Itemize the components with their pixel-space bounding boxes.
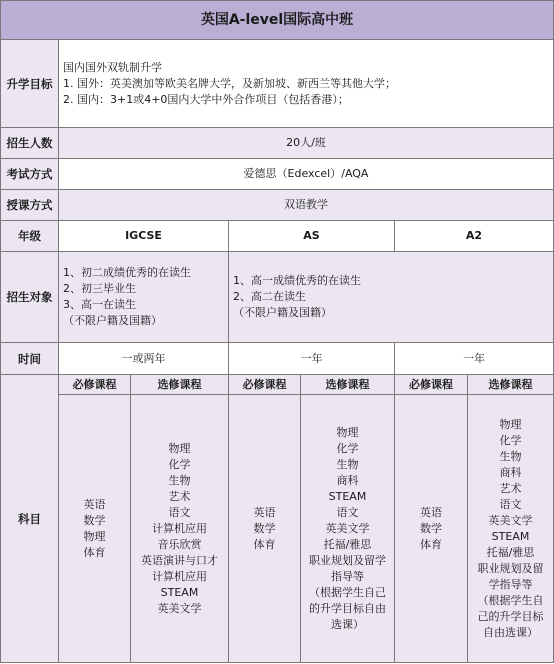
list-item: 音乐欣赏 [157,537,202,551]
time-a2: 一年 [395,343,554,375]
as-required-list [229,395,301,663]
goal-line: 国内国外双轨制升学 [63,60,162,74]
list-item: 生物 [336,457,359,471]
list-item: 己的升学目标 [477,609,544,623]
grade-a2: A2 [395,221,554,252]
list-item: 物理 [168,441,191,455]
list-item: 英语 [83,497,106,511]
igcse-required-list [59,395,131,663]
target-line: 1、高一成绩优秀的在读生 [233,274,361,287]
list-item: STEAM [491,529,530,543]
list-item: 数学 [83,513,106,527]
list-item: 体育 [420,537,442,551]
subjects-label: 科目 [1,375,59,663]
list-item: 化学 [168,457,191,471]
list-item: 生物 [499,449,522,463]
igcse-elective-list [131,395,229,663]
igcse-elective-header: 选修课程 [131,375,229,395]
as-elective-header: 选修课程 [301,375,395,395]
page-title: 英国A-level国际高中班 [1,1,554,40]
list-item: 英美文学 [325,521,370,535]
a2-elective-list [468,395,554,663]
goal-content [59,40,554,128]
target-line: 2、初三毕业生 [63,282,136,295]
target-label: 招生对象 [1,252,59,343]
list-item: 数学 [253,521,276,535]
list-item: 英语 [420,505,442,519]
a2-elective-header: 选修课程 [468,375,554,395]
list-item: 英语 [253,505,276,519]
time-label: 时间 [1,343,59,375]
exam-label: 考试方式 [1,159,59,190]
list-item: 自由选课） [483,625,538,639]
list-item: 物理 [499,417,522,431]
list-item: 体育 [253,537,276,551]
grade-igcse: IGCSE [59,221,229,252]
list-item: 语文 [499,497,522,511]
grade-label: 年级 [1,221,59,252]
goal-line: 1. 国外：英美澳加等欧美名牌大学，及新加坡、新西兰等其他大学； [63,76,396,90]
as-required-header: 必修课程 [229,375,301,395]
target-line: 2、高二在读生 [233,290,306,303]
list-item: 英语演讲与口才 [141,553,218,567]
list-item: 语文 [336,505,359,519]
a2-required-header: 必修课程 [395,375,468,395]
list-item: （根据学生自 [477,593,544,607]
list-item: STEAM [328,489,367,503]
target-line: （不限户籍及国籍） [63,314,162,327]
list-item: 计算机应用 [152,521,207,535]
time-igcse: 一或两年 [59,343,229,375]
teaching-value: 双语教学 [59,190,554,221]
time-as: 一年 [229,343,395,375]
as-elective-list [301,395,395,663]
goal-label: 升学目标 [1,40,59,128]
list-item: 职业规划及留学 [309,553,386,567]
list-item: 英美文学 [488,513,533,527]
enrollment-value: 20人/班 [59,128,554,159]
list-item: 商科 [336,473,359,487]
list-item: 学指导等 [488,577,533,591]
grade-as: AS [229,221,395,252]
target-line: （不限户籍及国籍） [233,306,332,319]
list-item: STEAM [160,585,199,599]
goal-line: 2. 国内：3+1或4+0国内大学中外合作项目（包括香港）； [63,92,349,106]
target-line: 3、高一在读生 [63,298,136,311]
list-item: 艺术 [168,489,191,503]
igcse-required-header: 必修课程 [59,375,131,395]
list-item: 的升学目标自由 [309,601,386,615]
list-item: 数学 [420,521,442,535]
list-item: 语文 [168,505,191,519]
teaching-label: 授课方式 [1,190,59,221]
list-item: 物理 [83,529,106,543]
list-item: 生物 [168,473,191,487]
list-item: 物理 [336,425,359,439]
list-item: 托福/雅思 [323,537,372,551]
exam-value: 爱德思（Edexcel）/AQA [59,159,554,190]
list-item: 英美文学 [157,601,202,615]
list-item: 体育 [83,545,106,559]
target-as-a2 [229,252,554,343]
enrollment-label: 招生人数 [1,128,59,159]
list-item: 计算机应用 [152,569,207,583]
a2-required-list [395,395,468,663]
list-item: 指导等 [331,569,364,583]
list-item: （根据学生自己 [309,585,386,599]
list-item: 艺术 [499,481,522,495]
target-line: 1、初二成绩优秀的在读生 [63,266,191,279]
list-item: 选课） [331,617,364,631]
target-igcse [59,252,229,343]
list-item: 商科 [499,465,522,479]
list-item: 化学 [336,441,359,455]
list-item: 化学 [499,433,522,447]
list-item: 托福/雅思 [486,545,535,559]
list-item: 职业规划及留 [477,561,544,575]
